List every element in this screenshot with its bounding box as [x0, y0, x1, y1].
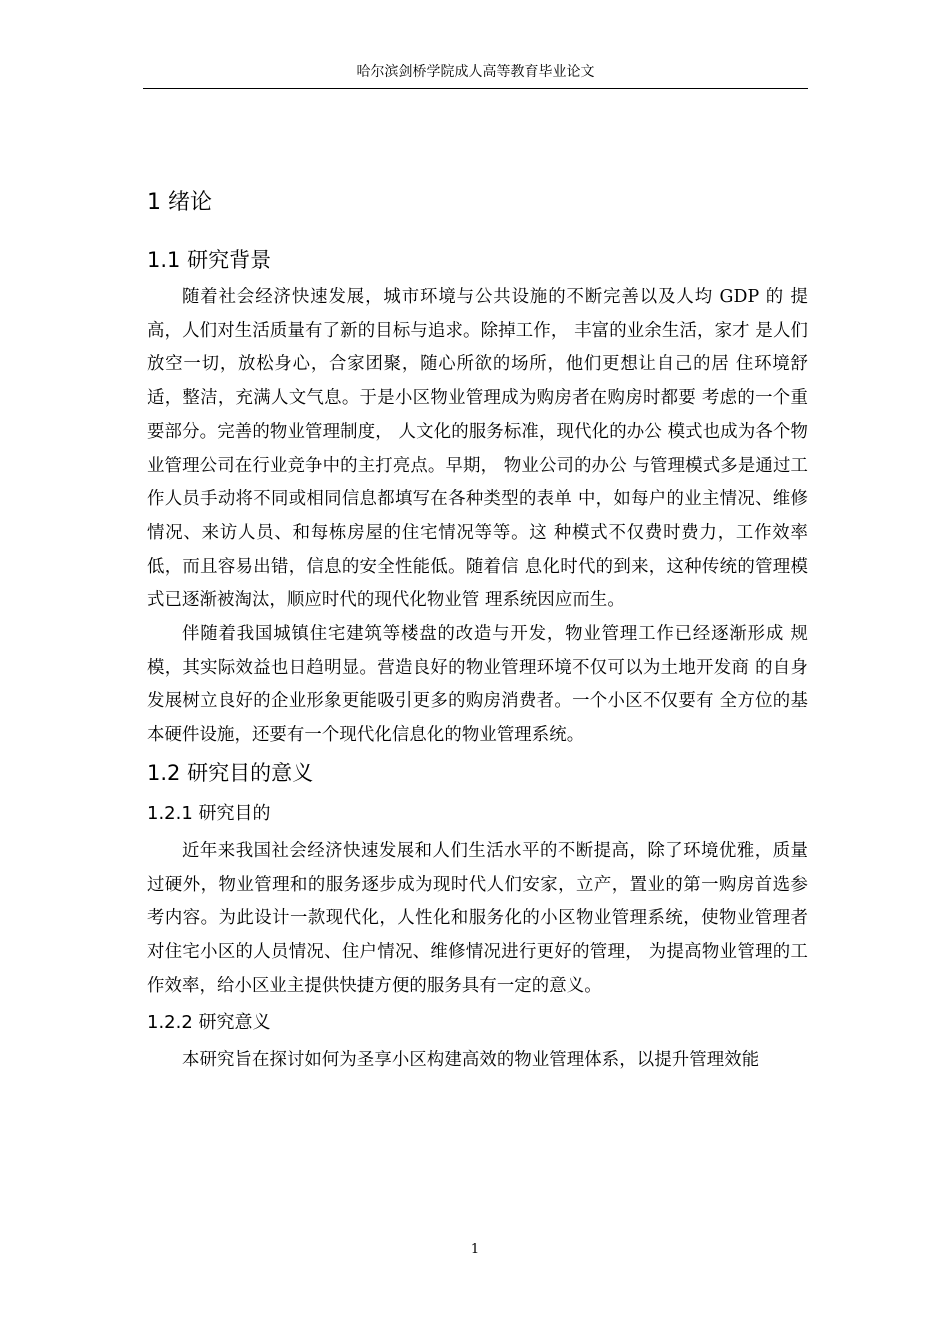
page-number: 1	[470, 1242, 480, 1257]
subsection-heading-research-purpose: 1.2.1 研究目的	[147, 802, 271, 824]
paragraph: 伴随着我国城镇住宅建筑等楼盘的改造与开发，物业管理工作已经逐渐形成 规模，其实际效益也日趋明显。营造良好的物业管理环境不仅可以为土地开发商 的自身发展树立良好的企业形象更能吸引更多的购房消费者。一个小区不仅要有 全方位的基本硬件设施，还要有一个现代化信息化的物业管理系统。	[147, 624, 808, 746]
section-heading-research-background: 1.1 研究背景	[147, 248, 272, 272]
document-body	[147, 180, 808, 1078]
paragraph: 本研究旨在探讨如何为圣享小区构建高效的物业管理体系，以提升管理效能	[182, 1050, 760, 1071]
page-header: 哈尔滨剑桥学院成人高等教育毕业论文	[356, 64, 595, 80]
header-divider	[143, 88, 808, 89]
paragraph: 近年来我国社会经济快速发展和人们生活水平的不断提高，除了环境优雅，质量过硬外，物业管理和的服务逐步成为现时代人们安家，立产，置业的第一购房首选参考内容。为此设计一款现代化，人性化和服务化的小区物业管理系统，使物业管理者对住宅小区的人员情况、住户情况、维修情况进行更好的管理， 为提高物业管理的工作效率，给小区业主提供快捷方便的服务具有一定的意义。	[147, 840, 808, 996]
subsection-heading-research-significance: 1.2.2 研究意义	[147, 1012, 271, 1034]
section-heading-research-purpose-significance: 1.2 研究目的意义	[147, 760, 314, 785]
paragraph: 随着社会经济快速发展，城市环境与公共设施的不断完善以及人均 GDP 的 提高，人们对生活质量有了新的目标与追求。除掉工作， 丰富的业余生活，家才 是人们放空一切，放松身心，合家团聚，随心所欲的场所，他们更想让自己的居 住环境舒适，整洁，充满人文气息。于是小区物业管理成为购房者在购房时都要 考虑的一个重要部分。完善的物业管理制度， 人文化的服务标准，现代化的办公 模式也成为各个物业管理公司在行业竞争中的主打亮点。早期， 物业公司的办公 与管理模式多是通过工作人员手动将不同或相同信息都填写在各种类型的表单 中，如每户的业主情况、维修情况、来访人员、和每栋房屋的住宅情况等等。这 种模式不仅费时费力，工作效率低，而且容易出错，信息的安全性能低。随着信 息化时代的到来，这种传统的管理模式已逐渐被淘汰，顺应时代的现代化物业管 理系统因应而生。	[147, 287, 808, 611]
chapter-heading: 1 绪论	[147, 190, 212, 215]
